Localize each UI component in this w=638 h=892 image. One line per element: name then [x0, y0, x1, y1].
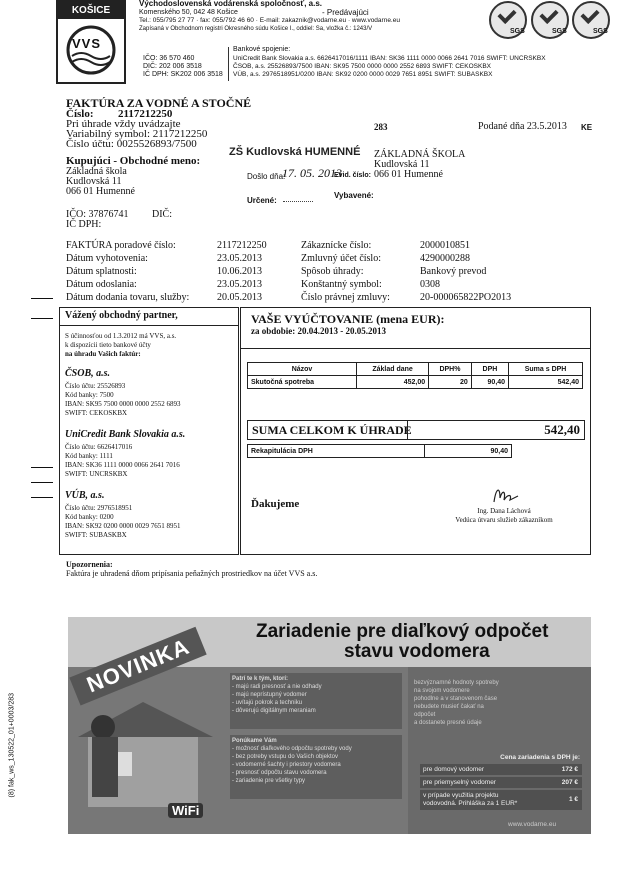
- advert-box-line: - uvítajú pokrok a techniku: [232, 700, 303, 706]
- price-row: [420, 790, 582, 810]
- seller-role: - Predávajúci: [322, 8, 369, 17]
- bank-acct: Číslo účtu: 25526893: [65, 382, 126, 390]
- seal-label: SGS: [510, 28, 525, 35]
- logo-mark: VVS: [72, 36, 102, 51]
- advert-mid-line: a dostanete presné údaje: [414, 720, 482, 726]
- total-row: [247, 420, 585, 440]
- buyer-label: Kupujúci - Obchodné meno:: [66, 155, 201, 167]
- company-contact: Tel.: 055/795 27 77 · fax: 055/792 46 60 · E-mail: zakaznik@vodarne.eu · www.vodarne.eu: [139, 17, 400, 24]
- billing-table: [247, 362, 583, 389]
- detail-label: Zákaznícke číslo:: [301, 240, 372, 251]
- buyer-line: 066 01 Humenné: [66, 186, 135, 197]
- advert-box: [230, 735, 402, 799]
- invoice-number-label: Číslo:: [66, 108, 94, 120]
- bank-iban: IBAN: SK36 1111 0000 0066 2641 7016: [65, 461, 180, 469]
- stamp-urcene: Určené:: [247, 196, 277, 205]
- header-divider: [228, 47, 229, 81]
- advert-title: Zariadenie pre diaľkový odpočet: [256, 621, 549, 642]
- company-registration: Zapísaná v Obchodnom registri Okresného súdu Košice I., oddiel: Sa, vložka č.: 1243/V: [139, 26, 373, 32]
- signer-title: Vedúca útvaru služieb zákazníkom: [455, 516, 553, 524]
- recipient-line: 066 01 Humenné: [374, 169, 443, 180]
- partner-divider: [60, 325, 238, 326]
- detail-label: FAKTÚRA poradové číslo:: [66, 240, 176, 251]
- recap-table: [247, 444, 512, 458]
- billing-divider: [241, 348, 590, 349]
- detail-value: 20.05.2013: [217, 292, 262, 303]
- stamp-vybavene: Vybavené:: [334, 191, 374, 200]
- advert-box-line: - majú radi presnosť a nie odhady: [232, 684, 322, 690]
- column-header: Názov: [248, 363, 357, 376]
- detail-value: 4290000288: [420, 253, 470, 264]
- invoice-number: 2117212250: [118, 108, 173, 120]
- detail-value: 23.05.2013: [217, 279, 262, 290]
- advert-mid-line: na svojom vodomere: [414, 688, 470, 694]
- side-code: (8) fak_ws_130522_01+0003/283: [8, 692, 16, 798]
- table-cell: 20: [429, 376, 472, 389]
- advert-box-line: - majú neprístupný vodomer: [232, 692, 307, 698]
- table-cell: Skutočná spotreba: [248, 376, 357, 389]
- recap-label: Rekapitulácia DPH: [248, 445, 425, 458]
- bank-line: UniCredit Bank Slovakia a.s. 6626417016/1111 IBAN: SK36 1111 0000 0066 2641 7016 SWIFT: UNCRSKBX: [233, 55, 546, 62]
- billing-period: za obdobie: 20.04.2013 - 20.05.2013: [251, 326, 386, 336]
- bank-iban: IBAN: SK95 7500 0000 0000 2552 6893: [65, 400, 181, 408]
- advert-box-line: - presnosť odpočtu stavu vodomera: [232, 770, 327, 776]
- logo-city: KOŠICE: [58, 2, 124, 19]
- detail-value: 20-000065822PO2013: [420, 292, 512, 303]
- buyer-line: Základná škola: [66, 166, 127, 177]
- advert-banner: [68, 617, 591, 834]
- recap-value: 90,40: [425, 445, 512, 458]
- advert-box-line: - zariadenie pre všetky typy: [232, 778, 306, 784]
- total-divider: [407, 420, 408, 440]
- detail-label: Dátum dodania tovaru, služby:: [66, 292, 190, 303]
- margin-mark: [31, 482, 53, 483]
- bank-code: Kód banky: 1111: [65, 452, 113, 460]
- detail-value: 2117212250: [217, 240, 267, 251]
- advert-box-line: - vodomerné šachty i priestory vodomera: [232, 762, 341, 768]
- price-list: [420, 753, 582, 810]
- buyer-line: Kudlovská 11: [66, 176, 122, 187]
- column-header: Základ dane: [357, 363, 429, 376]
- table-row: [248, 376, 583, 389]
- column-header: DPH: [471, 363, 508, 376]
- price-row: [420, 777, 582, 788]
- table-row: [248, 445, 512, 458]
- advert-box-title: Patrí te k tým, ktorí:: [232, 676, 289, 682]
- bank-acct: Číslo účtu: 2976518951: [65, 504, 133, 512]
- bank-name: VÚB, a.s.: [65, 490, 105, 501]
- received-stamp-title: ZŠ Kudlovská HUMENNÉ: [229, 146, 361, 158]
- thanks-text: Ďakujeme: [251, 498, 300, 510]
- column-header: DPH%: [429, 363, 472, 376]
- advert-box: [230, 673, 402, 729]
- advert-box-line: - možnosť diaľkového odpočtu spotreby vody: [232, 746, 352, 752]
- table-cell: 90,40: [471, 376, 508, 389]
- signer-name: Ing. Dana Láchová: [477, 507, 531, 515]
- table-header-row: [248, 363, 583, 376]
- bank-acct: Číslo účtu: 6626417016: [65, 443, 133, 451]
- detail-value: 0308: [420, 279, 440, 290]
- detail-value: Bankový prevod: [420, 266, 487, 277]
- advert-mid-line: pohodlne a v stanovenom čase: [414, 696, 498, 702]
- margin-mark: [31, 318, 53, 319]
- recipient-line: Kudlovská 11: [374, 159, 430, 170]
- invoice-title: FAKTÚRA ZA VODNÉ A STOČNÉ: [66, 96, 252, 110]
- bank-name: ČSOB, a.s.: [65, 368, 111, 379]
- variable-symbol: Variabilný symbol: 2117212250: [66, 128, 208, 140]
- bank-swift: SWIFT: CEKOSKBX: [65, 409, 128, 417]
- detail-label: Konštantný symbol:: [301, 279, 382, 290]
- advert-mid-line: odpočet: [414, 712, 436, 718]
- advert-mid-line: nebudete musieť čakať na: [414, 704, 484, 710]
- detail-label: Dátum splatnosti:: [66, 266, 137, 277]
- bank-swift: SWIFT: SUBASKBX: [65, 531, 127, 539]
- buyer-ico: IČO: 37876741: [66, 209, 129, 220]
- page-code: 283: [374, 122, 388, 132]
- stamp-date-label: Došlo dňa:: [247, 172, 286, 181]
- novinka-badge: NOVINKA: [69, 627, 207, 706]
- bank-name: UniCredit Bank Slovakia a.s.: [65, 429, 186, 440]
- partner-intro: na úhradu Vašich faktúr:: [65, 350, 141, 358]
- advert-mid-line: bezvýznamné hodnoty spotreby: [414, 680, 499, 686]
- advert-box-line: - bez potreby vstupu do Vašich objektov: [232, 754, 338, 760]
- total-value: 542,40: [544, 422, 580, 437]
- billing-title: VAŠE VYÚČTOVANIE (mena EUR):: [251, 312, 445, 326]
- price-row: [420, 764, 582, 775]
- stamp-date: 17. 05. 2013: [282, 166, 342, 180]
- recipient-line: ZÁKLADNÁ ŠKOLA: [374, 149, 466, 160]
- advert-mid: [414, 679, 514, 727]
- company-logo: [56, 0, 126, 84]
- seal-label: SGS: [593, 28, 608, 35]
- detail-label: Dátum vyhotovenia:: [66, 253, 148, 264]
- price-label: pre priemyselný vodomer: [423, 779, 496, 786]
- account-number: Číslo účtu: 0025526893/7500: [66, 138, 197, 150]
- column-header: Suma s DPH: [509, 363, 583, 376]
- partner-box: [59, 307, 239, 555]
- advert-box-title: Ponúkame Vám: [232, 738, 277, 744]
- total-label: SUMA CELKOM K ÚHRADE: [252, 423, 412, 437]
- bank-code: Kód banky: 0200: [65, 513, 114, 521]
- buyer-dic: DIČ:: [152, 209, 172, 220]
- company-dic: DIČ: 202 006 3518: [143, 63, 202, 70]
- price-value: 1 €: [568, 796, 578, 803]
- table-cell: 542,40: [509, 376, 583, 389]
- partner-title: Vážený obchodný partner,: [65, 310, 178, 321]
- partner-intro: k dispozícii tieto bankové účty: [65, 341, 151, 349]
- signature-icon: [490, 484, 522, 506]
- detail-label: Zmluvný účet číslo:: [301, 253, 381, 264]
- bank-line: ČSOB, a.s. 25526893/7500 IBAN: SK95 7500 0000 0000 2552 6893 SWIFT: CEKOSKBX: [233, 63, 491, 70]
- margin-mark: [31, 298, 53, 299]
- detail-value: 2000010851: [420, 240, 470, 251]
- detail-label: Dátum odoslania:: [66, 279, 137, 290]
- buyer-ic-dph: IČ DPH:: [66, 219, 102, 230]
- company-name: Východoslovenská vodárenská spoločnosť, a.s.: [139, 0, 323, 8]
- bank-title: Bankové spojenie:: [233, 46, 291, 53]
- margin-mark: [31, 467, 53, 468]
- advert-box-line: - dôverujú digitálnym meraniam: [232, 708, 316, 714]
- price-header: Cena zariadenia s DPH je:: [500, 754, 580, 761]
- notice-title: Upozornenia:: [66, 560, 113, 569]
- margin-mark: [31, 497, 53, 498]
- issued-on: Podané dňa 23.5.2013: [478, 121, 567, 132]
- bank-swift: SWIFT: UNCRSKBX: [65, 470, 128, 478]
- billing-box: [240, 307, 591, 555]
- stamp-line: [283, 201, 313, 202]
- detail-label: Číslo právnej zmluvy:: [301, 292, 390, 303]
- issued-suffix: KE: [581, 123, 593, 132]
- bank-line: VÚB, a.s. 2976518951/0200 IBAN: SK92 0200 0000 0029 7651 8951 SWIFT: SUBASKBX: [233, 71, 493, 78]
- wifi-badge: WiFi: [168, 803, 203, 818]
- bank-iban: IBAN: SK92 0200 0000 0029 7651 8951: [65, 522, 181, 530]
- price-label: v prípade využitia projektu vodovodná. Prihláška za 1 EUR*: [423, 792, 518, 807]
- detail-label: Spôsob úhrady:: [301, 266, 364, 277]
- company-ic-dph: IČ DPH: SK202 006 3518: [143, 71, 223, 78]
- advert-url: www.vodarne.eu: [508, 821, 557, 828]
- stamp-evid: Evid. číslo:: [334, 172, 371, 179]
- payment-note: Pri úhrade vždy uvádzajte: [66, 118, 181, 130]
- bank-code: Kód banky: 7500: [65, 391, 114, 399]
- notice-text: Faktúra je uhradená dňom pripísania peňažných prostriedkov na účet VVS a.s.: [66, 569, 318, 578]
- seal-label: SGS: [552, 28, 567, 35]
- price-value: 207 €: [561, 779, 578, 786]
- detail-value: 10.06.2013: [217, 266, 262, 277]
- price-label: pre domový vodomer: [423, 766, 485, 773]
- partner-intro: S účinnosťou od 1.3.2012 má VVS, a.s.: [65, 332, 177, 340]
- detail-value: 23.05.2013: [217, 253, 262, 264]
- table-cell: 452,00: [357, 376, 429, 389]
- advert-title: stavu vodomera: [344, 641, 490, 662]
- company-ico: IČO: 36 570 460: [143, 55, 195, 62]
- price-value: 172 €: [561, 766, 578, 773]
- company-address: Komenského 50, 042 48 Košice: [139, 9, 238, 16]
